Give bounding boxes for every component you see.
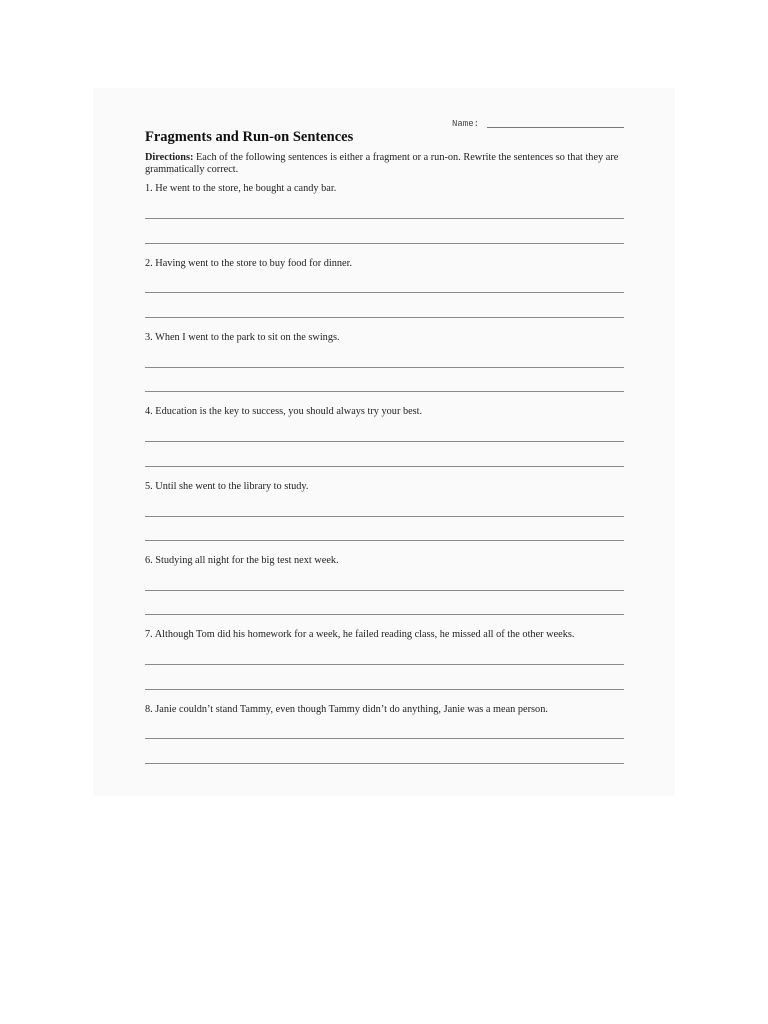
question-8: 8. Janie couldn’t stand Tammy, even though Tammy didn’t do anything, Janie was a mean person.: [145, 704, 548, 715]
name-label: Name:: [452, 119, 480, 129]
answer-line-2a[interactable]: [145, 292, 624, 293]
answer-line-6a[interactable]: [145, 590, 624, 591]
question-1: 1. He went to the store, he bought a candy bar.: [145, 183, 337, 194]
answer-line-1b[interactable]: [145, 243, 624, 244]
question-2: 2. Having went to the store to buy food for dinner.: [145, 258, 353, 269]
directions-text: Each of the following sentences is either a fragment or a run-on. Rewrite the sentences so that they are grammatically correct.: [145, 152, 619, 175]
answer-line-5a[interactable]: [145, 516, 624, 517]
directions-label: Directions:: [145, 152, 194, 163]
answer-line-8b[interactable]: [145, 763, 624, 764]
answer-line-1a[interactable]: [145, 218, 624, 219]
answer-line-4a[interactable]: [145, 441, 624, 442]
question-3: 3. When I went to the park to sit on the swings.: [145, 332, 340, 343]
answer-line-3a[interactable]: [145, 367, 624, 368]
answer-line-3b[interactable]: [145, 391, 624, 392]
question-5: 5. Until she went to the library to study.: [145, 481, 309, 492]
question-7: 7. Although Tom did his homework for a week, he failed reading class, he missed all of the other weeks.: [145, 629, 575, 640]
worksheet-title: Fragments and Run-on Sentences: [145, 129, 354, 145]
question-4: 4. Education is the key to success, you should always try your best.: [145, 406, 423, 417]
answer-line-5b[interactable]: [145, 540, 624, 541]
answer-line-7b[interactable]: [145, 689, 624, 690]
directions: [145, 152, 625, 176]
answer-line-8a[interactable]: [145, 738, 624, 739]
name-field-line[interactable]: [487, 127, 624, 128]
answer-line-2b[interactable]: [145, 317, 624, 318]
answer-line-7a[interactable]: [145, 664, 624, 665]
answer-line-6b[interactable]: [145, 614, 624, 615]
answer-line-4b[interactable]: [145, 466, 624, 467]
question-6: 6. Studying all night for the big test next week.: [145, 555, 339, 566]
